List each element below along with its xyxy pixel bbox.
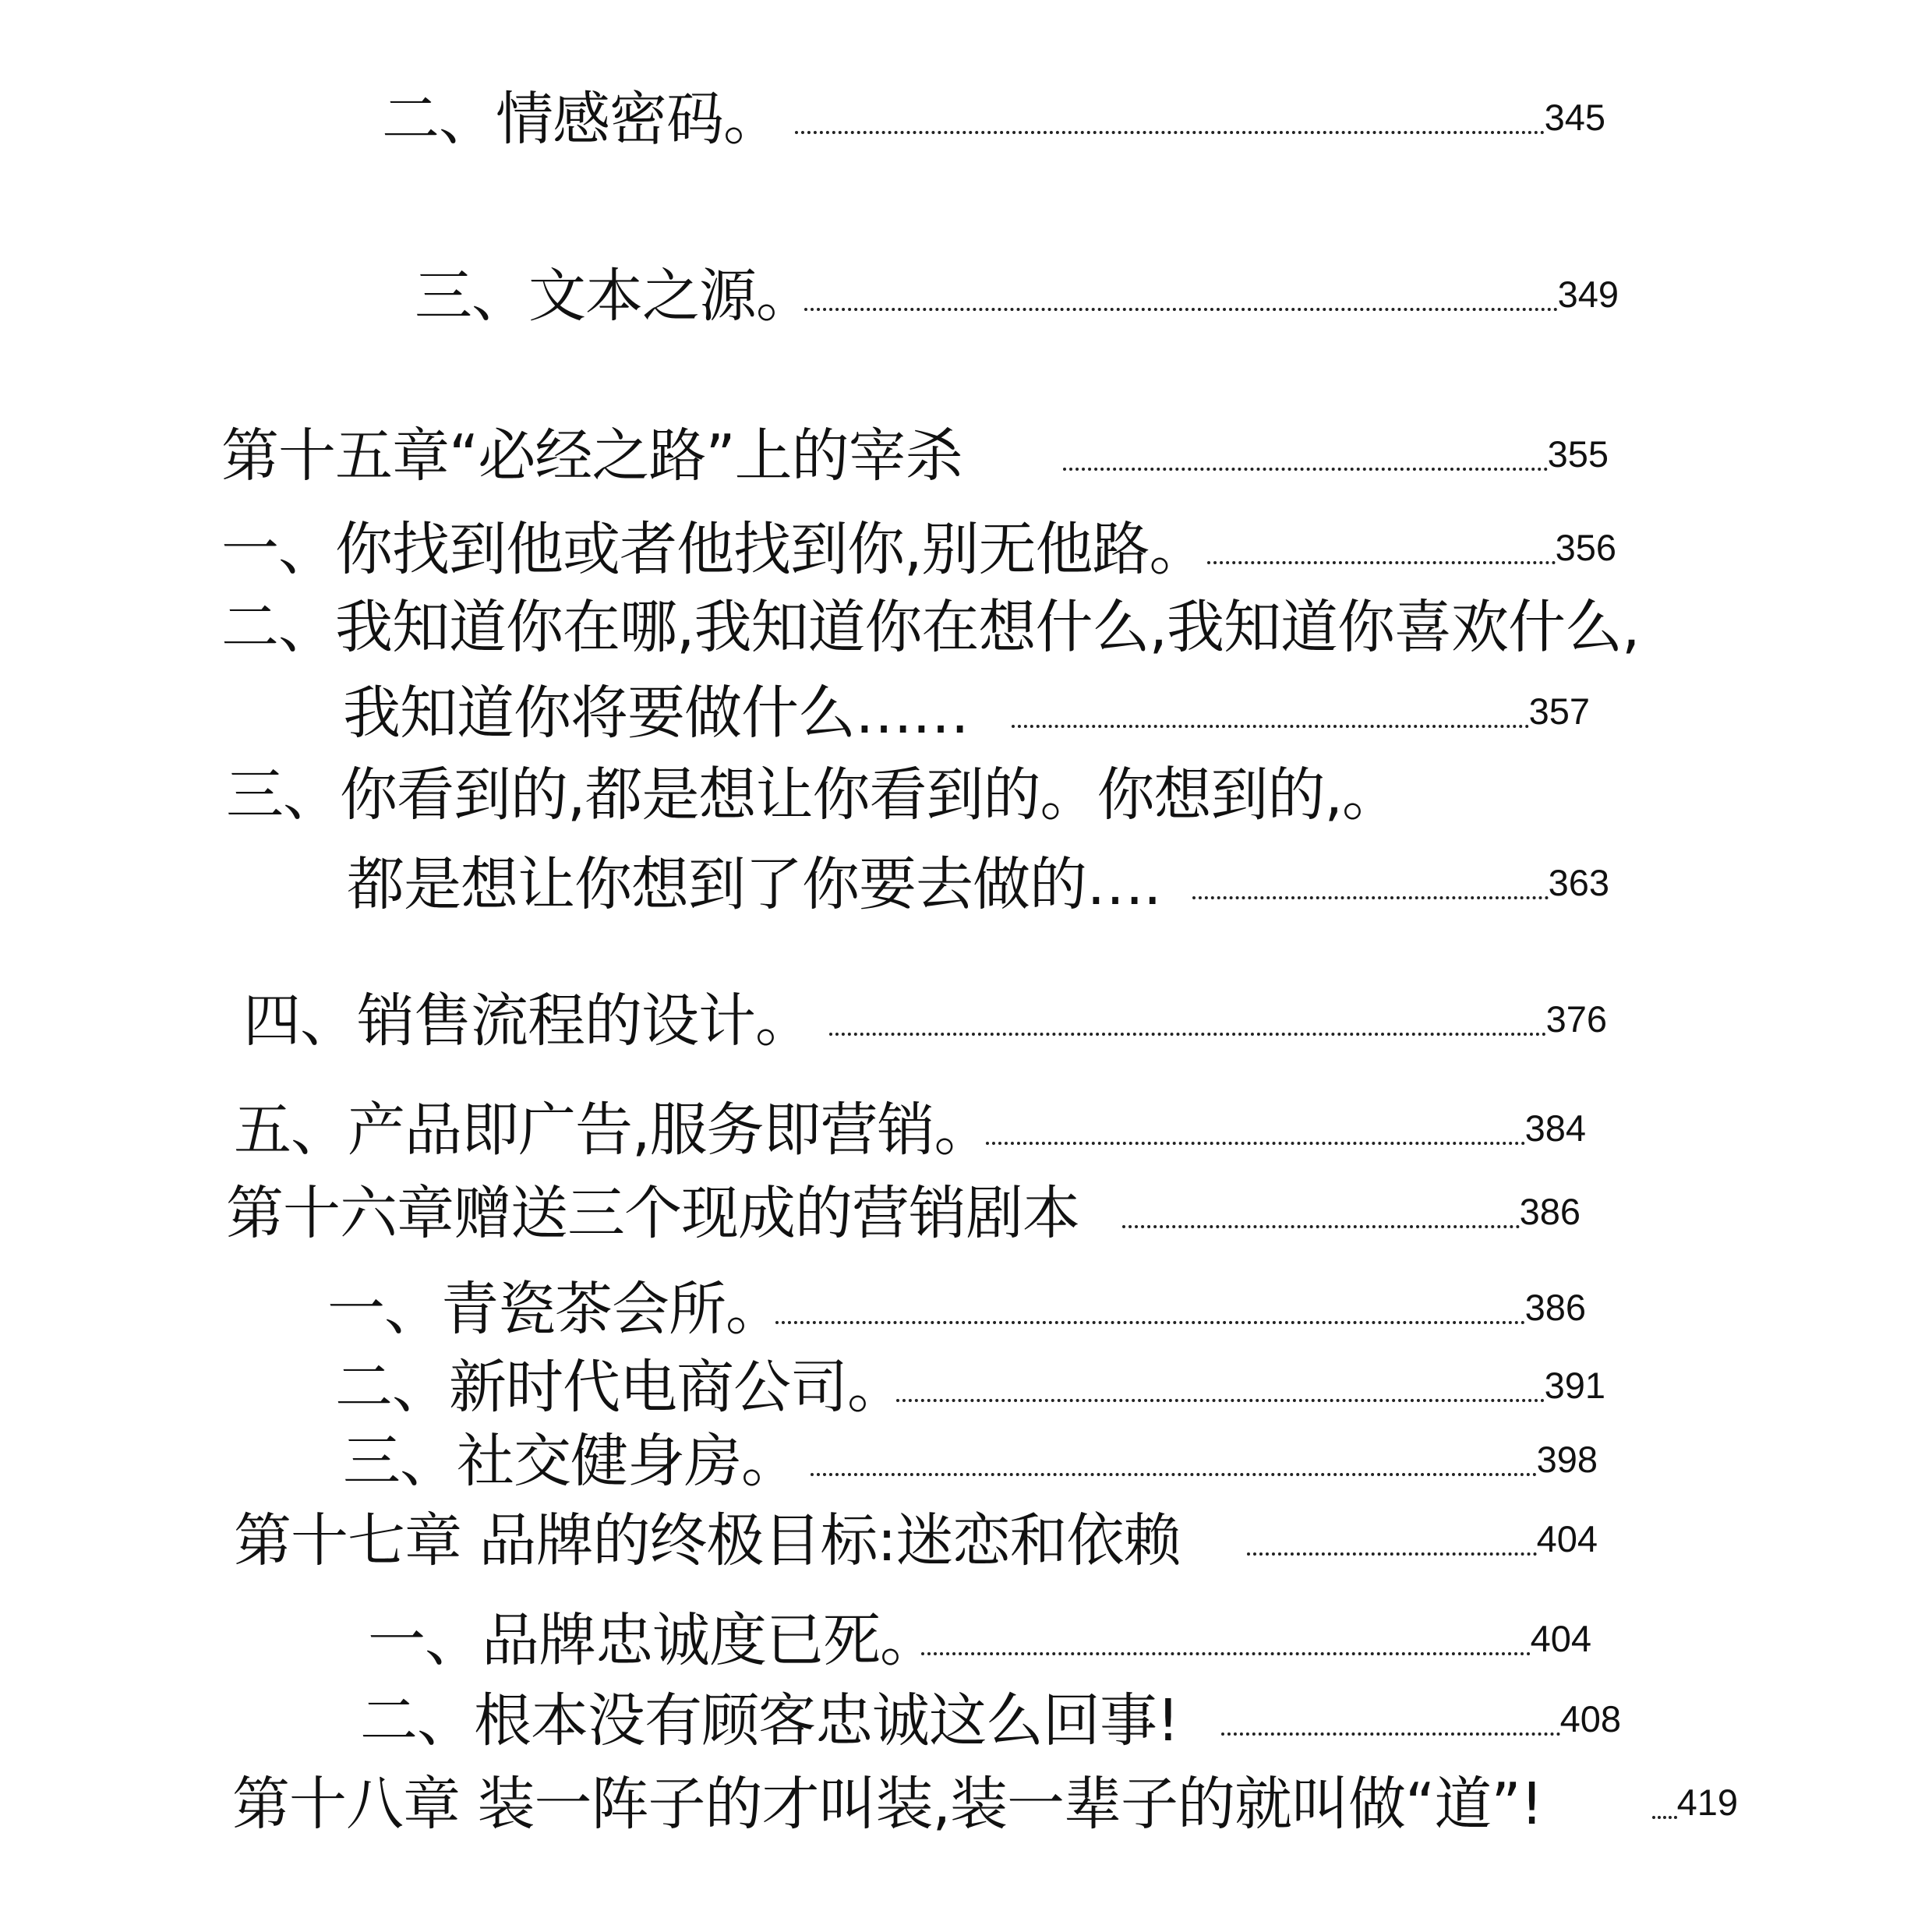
toc-entry-page: 355	[1547, 433, 1609, 475]
toc-entry-page: 357	[1528, 691, 1590, 732]
toc-entry[interactable]	[221, 514, 1624, 585]
toc-entry[interactable]	[327, 1274, 1594, 1344]
dot-leader	[921, 1652, 1531, 1655]
toc-entry-page: 391	[1544, 1365, 1605, 1406]
dot-leader	[1221, 1732, 1560, 1736]
toc-entry-page: 404	[1530, 1618, 1591, 1659]
toc-entry-title: 三、你看到的,都是想让你看到的。你想到的,。	[226, 761, 1400, 828]
toc-entry[interactable]	[234, 1506, 1605, 1576]
dot-leader	[1192, 896, 1549, 899]
toc-entry[interactable]	[382, 84, 1613, 154]
toc-entry-page: 363	[1548, 862, 1609, 903]
toc-entry-title: 一、青瓷茶会所。	[327, 1276, 782, 1343]
toc-entry-title: 二、我知道你在哪,我知道你在想什么,我知道你喜欢什么,	[221, 594, 1640, 661]
dot-leader	[1652, 1816, 1677, 1819]
toc-entry[interactable]	[234, 1095, 1594, 1165]
toc-entry-title: 一、你找到他或者他找到你,别无他路。	[221, 516, 1206, 583]
toc-entry[interactable]	[343, 678, 1598, 748]
dot-leader	[1122, 1225, 1520, 1228]
toc-entry-page: 356	[1555, 527, 1616, 568]
toc-entry-page: 384	[1524, 1107, 1586, 1149]
toc-entry-page: 376	[1545, 998, 1607, 1040]
dot-leader	[1247, 1552, 1537, 1556]
dot-leader	[829, 1033, 1546, 1036]
toc-entry[interactable]	[415, 261, 1626, 331]
toc-entry-title: 二、根本没有顾客忠诚这么回事!	[360, 1687, 1179, 1754]
toc-entry-page: 398	[1536, 1439, 1598, 1480]
dot-leader	[775, 1321, 1525, 1324]
toc-entry-title: 五、产品即广告,服务即营销。	[234, 1097, 991, 1164]
toc-entry-title: 二、情感密码。	[382, 86, 780, 153]
dot-leader	[896, 1399, 1545, 1402]
toc-entry[interactable]	[232, 1769, 1746, 1839]
toc-entry[interactable]	[221, 421, 1616, 491]
toc-entry-title: 都是想让你想到了你要去做的….	[347, 851, 1161, 918]
toc-entry-page: 408	[1559, 1698, 1621, 1740]
toc-entry[interactable]	[360, 1686, 1629, 1756]
toc-entry[interactable]	[243, 986, 1615, 1056]
toc-entry-page: 345	[1544, 97, 1605, 138]
toc-entry-title: 三、文本之源。	[415, 263, 813, 330]
toc-entry-title: 我知道你将要做什么……	[343, 680, 969, 747]
toc-entry[interactable]	[368, 1605, 1599, 1676]
toc-entry-line[interactable]	[221, 592, 1687, 662]
dot-leader	[986, 1142, 1525, 1145]
toc-entry-title: 一、品牌忠诚度已死。	[368, 1607, 937, 1674]
dot-leader	[1063, 468, 1548, 471]
toc-entry-line[interactable]	[226, 760, 1489, 830]
toc-entry-page: 349	[1557, 274, 1619, 315]
toc-entry[interactable]	[226, 1178, 1588, 1249]
dot-leader	[795, 131, 1545, 134]
toc-entry-title: 第十六章赠送三个现成的营销剧本	[226, 1180, 1079, 1247]
dot-leader	[811, 1473, 1537, 1476]
toc-entry-title: 四、销售流程的设计。	[243, 987, 812, 1054]
toc-entry-title: 第十八章 装一阵子的才叫装,装一辈子的就叫做“道”!	[232, 1771, 1543, 1838]
toc-entry-title: 第十五章“必经之路”上的宰杀	[221, 422, 962, 489]
toc-entry-title: 第十七章 品牌的终极目标:迷恋和依赖	[234, 1507, 1181, 1574]
toc-entry[interactable]	[347, 849, 1617, 920]
dot-leader	[1207, 561, 1556, 564]
dot-leader	[804, 308, 1558, 311]
toc-entry[interactable]	[343, 1426, 1605, 1496]
dot-leader	[1012, 725, 1529, 728]
toc-entry-title: 二、新时代电商公司。	[335, 1354, 904, 1421]
toc-entry-page: 404	[1536, 1518, 1598, 1559]
toc-entry[interactable]	[335, 1352, 1613, 1422]
toc-entry-title: 三、社交健身房。	[343, 1428, 798, 1495]
toc-entry-page: 386	[1519, 1191, 1581, 1232]
toc-entry-page: 419	[1676, 1782, 1738, 1823]
toc-entry-page: 386	[1524, 1287, 1586, 1328]
